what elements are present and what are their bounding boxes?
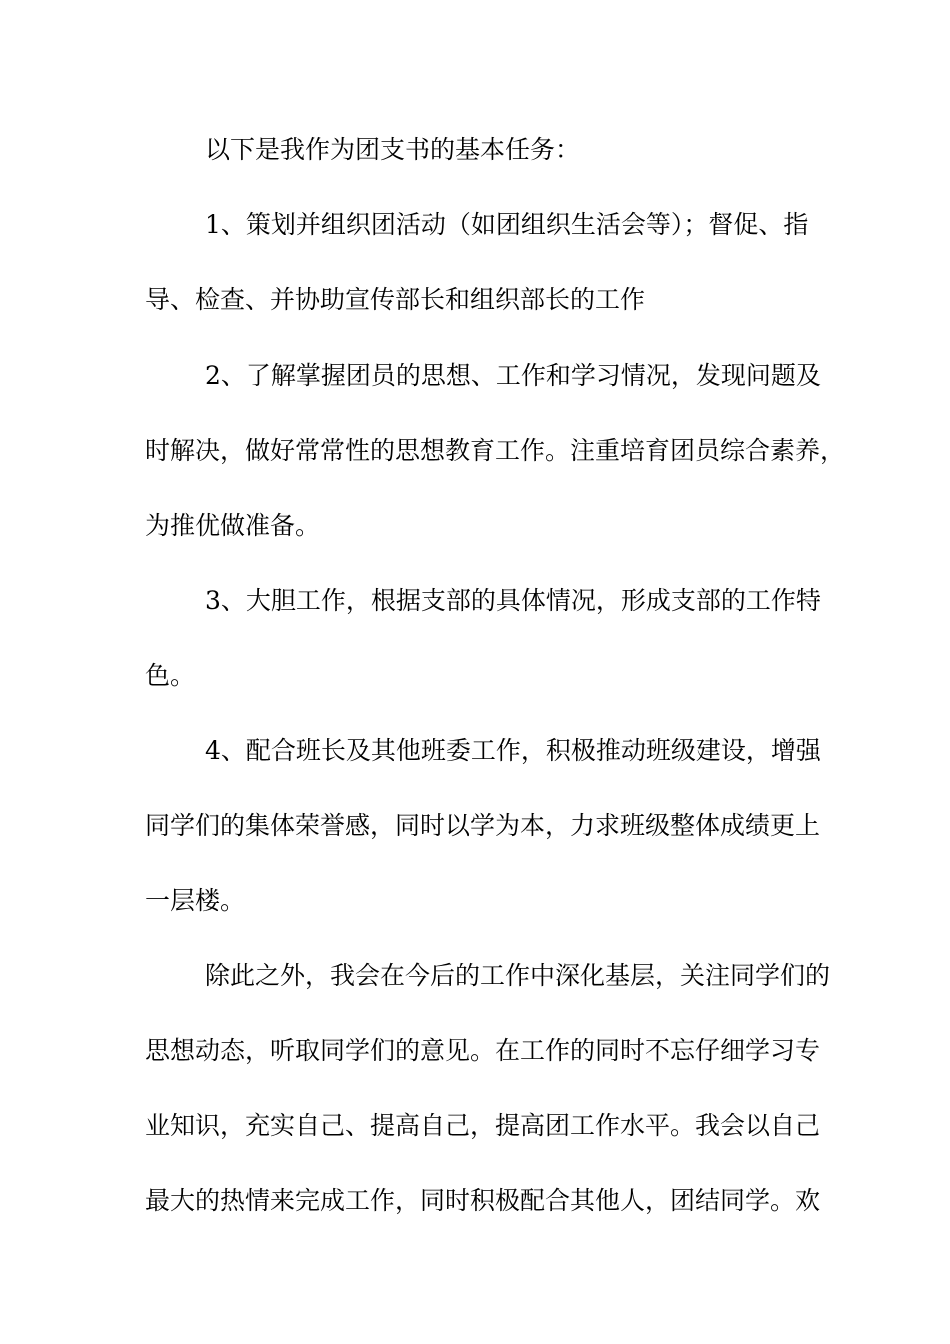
closing-paragraph-line-4: 最大的热情来完成工作，同时积极配合其他人，团结同学。欢 [145, 1186, 821, 1215]
task-4-line-1: 4、配合班长及其他班委工作，积极推动班级建设，增强 [205, 736, 821, 765]
task-2-line-2: 时解决，做好常常性的思想教育工作。注重培育团员综合素养， [145, 436, 846, 465]
task-4-line-3: 一层楼。 [145, 886, 246, 915]
task-3-line-2: 色。 [145, 661, 196, 690]
task-3-line-1: 3、大胆工作，根据支部的具体情况，形成支部的工作特 [205, 586, 821, 615]
task-2-line-3: 为推优做准备。 [145, 511, 321, 540]
closing-paragraph-line-2: 思想动态，听取同学们的意见。在工作的同时不忘仔细学习专 [145, 1036, 821, 1065]
closing-paragraph-line-1: 除此之外，我会在今后的工作中深化基层，关注同学们的 [205, 961, 831, 990]
task-1-line-2: 导、检查、并协助宣传部长和组织部长的工作 [145, 285, 646, 314]
task-4-line-2: 同学们的集体荣誉感，同时以学为本，力求班级整体成绩更上 [145, 811, 821, 840]
task-1-line-1: 1、策划并组织团活动（如团组织生活会等）；督促、指 [205, 210, 809, 239]
task-2-line-1: 2、了解掌握团员的思想、工作和学习情况，发现问题及 [205, 361, 821, 390]
paragraph-intro-line: 以下是我作为团支书的基本任务： [205, 135, 581, 164]
closing-paragraph-line-3: 业知识，充实自己、提高自己，提高团工作水平。我会以自己 [145, 1111, 821, 1140]
